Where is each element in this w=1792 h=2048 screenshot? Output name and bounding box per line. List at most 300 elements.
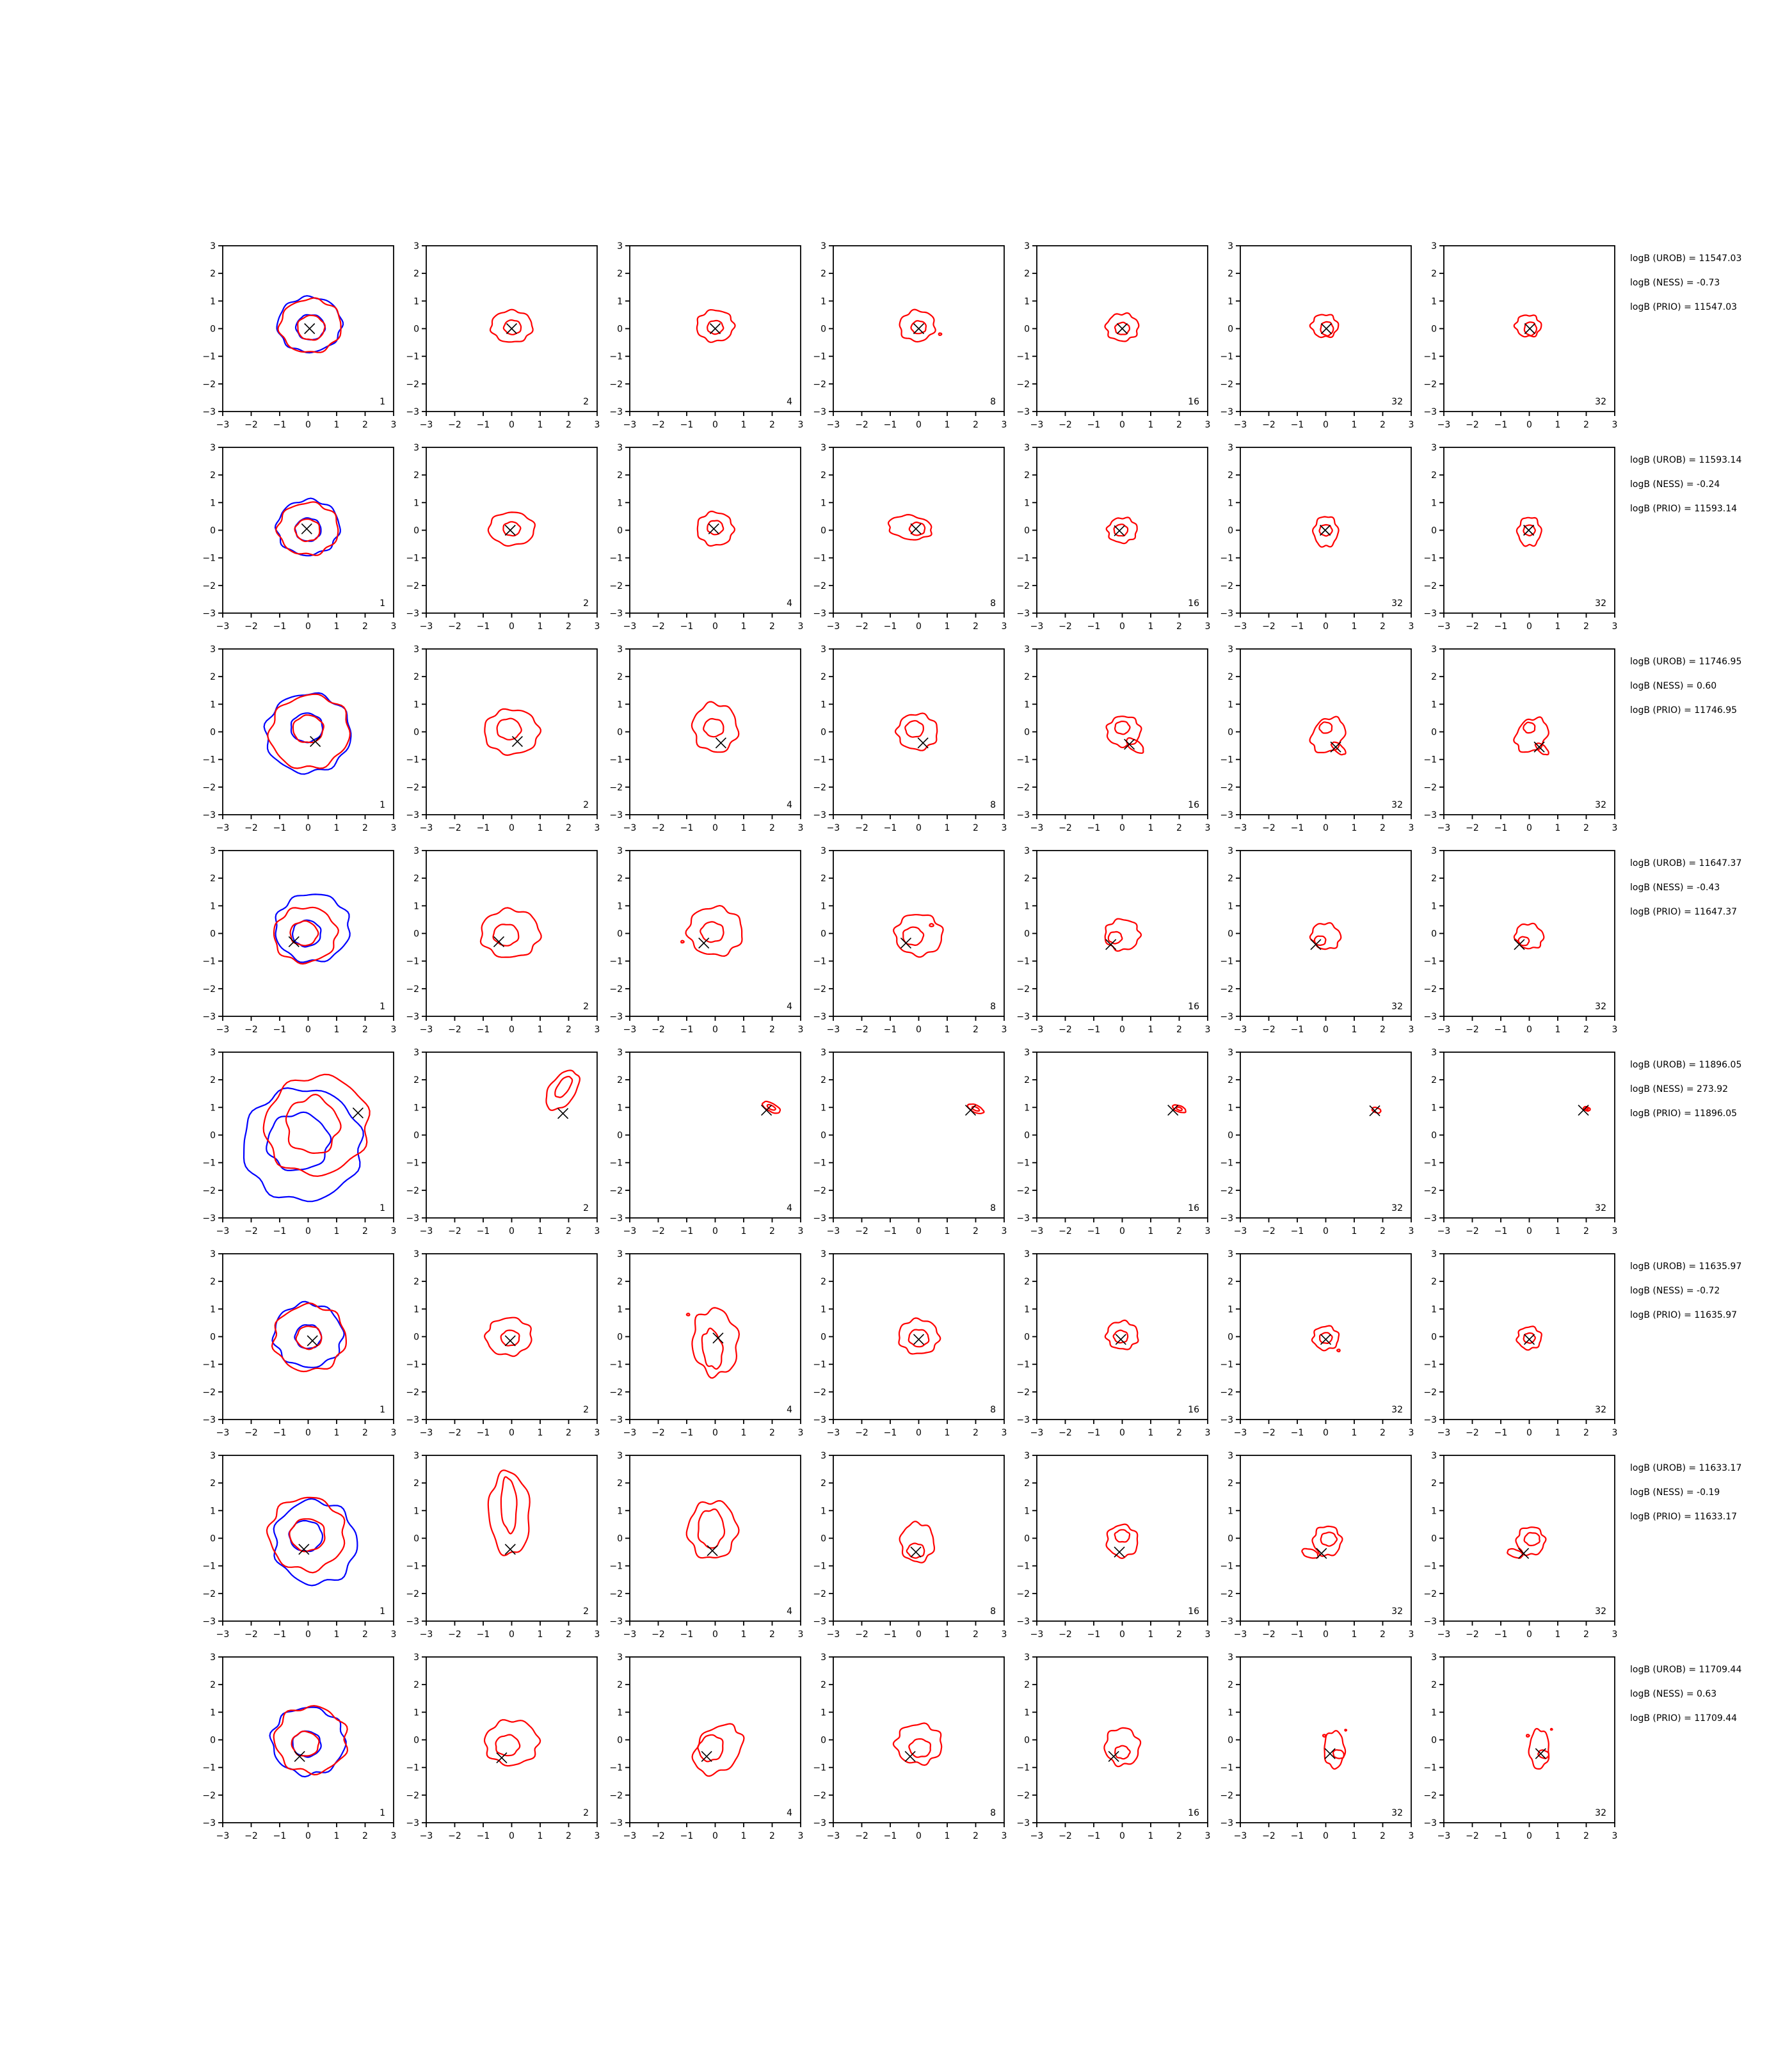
posterior-contour	[1321, 1532, 1337, 1546]
y-tick-label: −2	[609, 1387, 623, 1398]
x-tick-label: −1	[476, 1025, 490, 1035]
x-tick-label: −3	[1233, 1025, 1247, 1035]
y-tick-label: 3	[413, 443, 419, 453]
x-tick-label: 2	[362, 823, 368, 833]
y-tick-label: 1	[1228, 700, 1233, 710]
x-tick-label: −3	[623, 823, 637, 833]
subplot-r3c2	[406, 644, 600, 833]
y-tick-label: 1	[617, 1506, 623, 1517]
true-location-x-marker	[911, 1547, 921, 1557]
logb-ness-annotation: logB (NESS) = -0.19	[1630, 1487, 1720, 1498]
y-tick-label: −1	[1220, 351, 1233, 362]
x-tick-label: 2	[1380, 1428, 1386, 1438]
subplot-r4c1	[202, 846, 396, 1035]
y-tick-label: −3	[202, 407, 216, 417]
y-tick-label: 1	[820, 1708, 826, 1718]
x-tick-label: −1	[1494, 1831, 1508, 1841]
x-tick-label: 2	[1583, 1831, 1589, 1841]
x-tick-label: −2	[448, 1831, 461, 1841]
y-tick-label: −1	[1016, 956, 1030, 967]
y-tick-label: −1	[1423, 755, 1437, 765]
posterior-contour	[1312, 1326, 1339, 1351]
y-tick-label: −1	[609, 755, 623, 765]
y-tick-label: 1	[210, 498, 216, 509]
x-tick-label: 0	[305, 1831, 311, 1841]
y-tick-label: 0	[413, 525, 419, 536]
x-tick-label: 0	[305, 1428, 311, 1438]
true-location-x-marker	[1320, 525, 1331, 536]
y-tick-label: 0	[617, 929, 623, 940]
y-tick-label: 1	[210, 901, 216, 912]
y-tick-label: 2	[617, 269, 623, 280]
y-tick-label: 1	[820, 1506, 826, 1517]
y-tick-label: −2	[609, 379, 623, 390]
y-tick-label: 1	[1228, 1304, 1233, 1315]
y-tick-label: −2	[1220, 782, 1233, 793]
y-tick-label: −2	[202, 984, 216, 995]
x-tick-label: 3	[1612, 621, 1618, 632]
y-tick-label: 0	[617, 324, 623, 335]
y-tick-label: −1	[813, 351, 826, 362]
x-tick-label: 3	[1204, 420, 1211, 430]
y-tick-label: −3	[609, 1415, 623, 1425]
y-tick-label: −2	[406, 984, 419, 995]
y-tick-label: 1	[210, 296, 216, 307]
x-tick-label: −2	[1059, 1428, 1072, 1438]
y-tick-label: 3	[1431, 644, 1437, 655]
y-tick-label: −1	[609, 1561, 623, 1572]
y-tick-label: 0	[210, 324, 216, 335]
axis-ticks	[1220, 644, 1414, 833]
y-tick-label: 1	[1228, 1506, 1233, 1517]
panel-corner-label: 16	[1188, 598, 1199, 609]
y-tick-label: 2	[210, 1075, 216, 1086]
x-tick-label: 1	[333, 1025, 340, 1035]
x-tick-label: −2	[448, 823, 461, 833]
axis-ticks	[1016, 241, 1210, 430]
true-location-x-marker	[512, 737, 522, 747]
x-tick-label: 1	[1555, 1025, 1561, 1035]
x-tick-label: 1	[537, 1428, 543, 1438]
y-tick-label: −1	[202, 1158, 216, 1169]
x-tick-label: 3	[594, 1629, 600, 1640]
x-tick-label: −3	[419, 1025, 433, 1035]
posterior-contour	[893, 1723, 941, 1765]
posterior-contour	[698, 1509, 724, 1548]
x-tick-label: 3	[1408, 1831, 1414, 1841]
x-tick-label: −2	[1466, 1831, 1479, 1841]
x-tick-label: 1	[944, 420, 950, 430]
x-tick-label: −2	[1059, 1629, 1072, 1640]
y-tick-label: 0	[1228, 1332, 1233, 1343]
subplot-r1c5	[1016, 241, 1210, 430]
y-tick-label: −2	[813, 379, 826, 390]
x-tick-label: 1	[1351, 420, 1357, 430]
x-tick-label: 0	[712, 1025, 718, 1035]
subplot-r2c7	[1423, 443, 1617, 632]
x-tick-label: −1	[1087, 1226, 1101, 1236]
y-tick-label: −3	[202, 1818, 216, 1828]
y-tick-label: 2	[1024, 874, 1030, 884]
y-tick-label: 2	[210, 1478, 216, 1489]
true-location-x-marker	[911, 524, 921, 534]
subplot-r4c5	[1016, 846, 1210, 1035]
posterior-contour	[484, 1720, 540, 1766]
panel-corner-label: 8	[990, 1002, 996, 1012]
y-tick-label: 3	[617, 1249, 623, 1260]
y-tick-label: 0	[1431, 1332, 1437, 1343]
posterior-contour	[899, 1318, 940, 1354]
y-tick-label: −2	[609, 984, 623, 995]
x-tick-label: −1	[680, 1831, 694, 1841]
y-tick-label: 0	[1024, 324, 1030, 335]
x-tick-label: −1	[883, 420, 897, 430]
x-tick-label: 0	[305, 420, 311, 430]
axis-ticks	[1016, 644, 1210, 833]
axis-ticks	[406, 443, 600, 632]
y-tick-label: 3	[413, 1048, 419, 1058]
y-tick-label: 3	[1228, 1249, 1233, 1260]
row-annotations-5	[1630, 1060, 1792, 1133]
axis-ticks	[813, 644, 1007, 833]
true-location-x-marker	[1108, 1751, 1119, 1761]
y-tick-label: −3	[1220, 810, 1233, 820]
subplot-r6c3	[609, 1249, 803, 1438]
x-tick-label: −2	[855, 1226, 868, 1236]
y-tick-label: −3	[1423, 609, 1437, 619]
subplot-r7c6	[1220, 1451, 1414, 1640]
x-tick-label: −2	[652, 1226, 665, 1236]
y-tick-label: −3	[1423, 1415, 1437, 1425]
y-tick-label: −1	[1423, 351, 1437, 362]
axis-ticks	[202, 443, 396, 632]
x-tick-label: −3	[623, 1226, 637, 1236]
y-tick-label: 3	[820, 1451, 826, 1461]
x-tick-label: 3	[1612, 1025, 1618, 1035]
panel-corner-label: 2	[583, 1606, 589, 1617]
x-tick-label: 1	[537, 420, 543, 430]
y-tick-label: −3	[813, 1012, 826, 1022]
y-tick-label: 2	[1024, 1680, 1030, 1691]
x-tick-label: −3	[216, 1831, 230, 1841]
x-tick-label: 0	[712, 621, 718, 632]
axis-ticks	[1423, 644, 1617, 833]
x-tick-label: 1	[333, 1428, 340, 1438]
y-tick-label: −3	[1016, 407, 1030, 417]
x-tick-label: −3	[1437, 1831, 1451, 1841]
y-tick-label: −2	[813, 984, 826, 995]
y-tick-label: −1	[1220, 1158, 1233, 1169]
subplot-r1c3	[609, 241, 803, 430]
y-tick-label: 1	[617, 1708, 623, 1718]
y-tick-label: 2	[413, 269, 419, 280]
x-tick-label: 3	[390, 420, 397, 430]
x-tick-label: 0	[1526, 1226, 1532, 1236]
posterior-contour	[895, 713, 937, 750]
axis-ticks	[406, 1249, 600, 1438]
axis-ticks	[1016, 1451, 1210, 1640]
x-tick-label: −3	[1437, 420, 1451, 430]
y-tick-label: 0	[820, 727, 826, 738]
y-tick-label: −2	[1423, 782, 1437, 793]
posterior-contour	[488, 1470, 530, 1555]
y-tick-label: 2	[1228, 1075, 1233, 1086]
y-tick-label: 2	[210, 672, 216, 683]
subplot-r2c6	[1220, 443, 1414, 632]
x-tick-label: 2	[566, 621, 572, 632]
x-tick-label: −3	[1030, 1831, 1044, 1841]
y-tick-label: 0	[1228, 525, 1233, 536]
y-tick-label: 3	[617, 644, 623, 655]
logb-ness-annotation: logB (NESS) = -0.43	[1630, 883, 1720, 893]
posterior-contour	[1105, 919, 1141, 952]
x-tick-label: 2	[769, 1226, 775, 1236]
posterior-contour	[1523, 723, 1535, 733]
y-tick-label: −2	[1423, 580, 1437, 591]
y-tick-label: −3	[609, 1213, 623, 1224]
x-tick-label: −1	[883, 1025, 897, 1035]
y-tick-label: −2	[406, 1185, 419, 1196]
posterior-contour	[497, 719, 522, 740]
x-tick-label: 3	[1408, 1428, 1414, 1438]
panel-corner-label: 32	[1595, 598, 1606, 609]
x-tick-label: −2	[448, 1629, 461, 1640]
x-tick-label: −3	[623, 1428, 637, 1438]
x-tick-label: 0	[712, 1629, 718, 1640]
y-tick-label: 0	[210, 1332, 216, 1343]
posterior-contour	[687, 1313, 690, 1315]
y-tick-label: 2	[1431, 269, 1437, 280]
y-tick-label: 3	[1431, 1249, 1437, 1260]
y-tick-label: 2	[1431, 1680, 1437, 1691]
y-tick-label: 1	[820, 1103, 826, 1114]
y-tick-label: 3	[210, 241, 216, 252]
y-tick-label: 3	[413, 1451, 419, 1461]
y-tick-label: −1	[1016, 351, 1030, 362]
y-tick-label: 0	[413, 1735, 419, 1746]
posterior-contour	[496, 1735, 520, 1756]
x-tick-label: 3	[1204, 1226, 1211, 1236]
y-tick-label: 0	[617, 1533, 623, 1544]
x-tick-label: 0	[305, 1025, 311, 1035]
panel-corner-label: 2	[583, 397, 589, 407]
x-tick-label: 3	[1408, 420, 1414, 430]
y-tick-label: 2	[1024, 1277, 1030, 1288]
y-tick-label: 0	[1024, 1533, 1030, 1544]
panel-corner-label: 16	[1188, 1808, 1199, 1818]
x-tick-label: −3	[216, 1428, 230, 1438]
axis-ticks	[1016, 846, 1210, 1035]
posterior-contour	[929, 924, 933, 926]
axis-ticks	[813, 241, 1007, 430]
subplot-r5c3	[609, 1048, 803, 1236]
y-tick-label: −2	[1423, 984, 1437, 995]
posterior-contour	[1126, 738, 1143, 753]
y-tick-label: −1	[609, 1359, 623, 1370]
row-annotations-6	[1630, 1261, 1792, 1334]
y-tick-label: −1	[1423, 956, 1437, 967]
y-tick-label: −1	[1016, 1561, 1030, 1572]
x-tick-label: 0	[916, 1629, 922, 1640]
true-location-x-marker	[914, 1334, 924, 1345]
x-tick-label: 0	[916, 1831, 922, 1841]
y-tick-label: 3	[1228, 644, 1233, 655]
x-tick-label: −1	[680, 420, 694, 430]
x-tick-label: −1	[1290, 1629, 1304, 1640]
y-tick-label: −3	[406, 407, 419, 417]
x-tick-label: 1	[333, 621, 340, 632]
x-tick-label: 0	[1119, 1629, 1125, 1640]
x-tick-label: 2	[566, 1629, 572, 1640]
posterior-contour	[1345, 1729, 1347, 1731]
y-tick-label: 1	[1431, 1304, 1437, 1315]
panel-corner-label: 4	[787, 1203, 792, 1213]
y-tick-label: −2	[1220, 1185, 1233, 1196]
true-location-x-marker	[914, 324, 924, 334]
x-tick-label: 1	[1351, 1428, 1357, 1438]
x-tick-label: −3	[1437, 1226, 1451, 1236]
y-tick-label: −2	[813, 580, 826, 591]
panel-corner-label: 1	[380, 598, 385, 609]
x-tick-label: −1	[273, 1629, 287, 1640]
axis-ticks	[406, 644, 600, 833]
subplot-r6c4	[813, 1249, 1007, 1438]
axis-ticks	[406, 846, 600, 1035]
axis-ticks	[609, 443, 803, 632]
x-tick-label: 0	[1119, 420, 1125, 430]
y-tick-label: −1	[406, 351, 419, 362]
x-tick-label: 2	[1583, 1226, 1589, 1236]
panel-corner-label: 2	[583, 1203, 589, 1213]
y-tick-label: −2	[1016, 1185, 1030, 1196]
subplot-r4c7	[1423, 846, 1617, 1035]
logb-urob-annotation: logB (UROB) = 11896.05	[1630, 1060, 1742, 1070]
y-tick-label: 3	[1228, 1652, 1233, 1663]
y-tick-label: −3	[1423, 1617, 1437, 1627]
y-tick-label: 1	[210, 700, 216, 710]
y-tick-label: 0	[1024, 1735, 1030, 1746]
y-tick-label: 1	[1431, 1708, 1437, 1718]
subplot-r4c6	[1220, 846, 1414, 1035]
true-location-x-marker	[505, 525, 515, 536]
x-tick-label: 2	[1583, 1428, 1589, 1438]
x-tick-label: 3	[1408, 1226, 1414, 1236]
y-tick-label: 3	[210, 1249, 216, 1260]
logb-urob-annotation: logB (UROB) = 11746.95	[1630, 657, 1742, 667]
x-tick-label: 2	[1176, 1025, 1182, 1035]
y-tick-label: −2	[406, 379, 419, 390]
y-tick-label: −3	[609, 1818, 623, 1828]
panel-corner-label: 1	[380, 1002, 385, 1012]
panel-corner-label: 1	[380, 800, 385, 810]
subplot-r6c1	[202, 1249, 396, 1438]
x-tick-label: 1	[1148, 1428, 1154, 1438]
y-tick-label: 2	[413, 470, 419, 481]
x-tick-label: 3	[594, 823, 600, 833]
reference-contour	[264, 693, 351, 774]
subplot-r3c1	[202, 644, 396, 833]
y-tick-label: 3	[617, 443, 623, 453]
x-tick-label: −2	[448, 621, 461, 632]
x-tick-label: −2	[1059, 621, 1072, 632]
posterior-contour	[501, 1477, 517, 1534]
x-tick-label: 1	[1351, 823, 1357, 833]
y-tick-label: 3	[1024, 644, 1030, 655]
y-tick-label: 0	[617, 1130, 623, 1141]
x-tick-label: −3	[1233, 1226, 1247, 1236]
y-tick-label: 1	[1024, 1103, 1030, 1114]
x-tick-label: −1	[1087, 1629, 1101, 1640]
y-tick-label: 0	[210, 727, 216, 738]
posterior-contour	[893, 915, 943, 957]
y-tick-label: 3	[1228, 241, 1233, 252]
y-tick-label: 3	[820, 1048, 826, 1058]
y-tick-label: 1	[210, 1304, 216, 1315]
x-tick-label: −1	[1087, 1428, 1101, 1438]
y-tick-label: −1	[813, 1359, 826, 1370]
y-tick-label: −2	[406, 782, 419, 793]
y-tick-label: −1	[202, 1763, 216, 1773]
panel-corner-label: 2	[583, 800, 589, 810]
y-tick-label: −3	[1016, 1818, 1030, 1828]
y-tick-label: −2	[202, 580, 216, 591]
logb-prio-annotation: logB (PRIO) = 11635.97	[1630, 1310, 1738, 1320]
posterior-contour	[697, 310, 735, 342]
y-tick-label: −3	[813, 1213, 826, 1224]
panel-corner-label: 8	[990, 598, 996, 609]
x-tick-label: 2	[973, 1629, 979, 1640]
x-tick-label: 3	[797, 1025, 804, 1035]
x-tick-label: −3	[1030, 1629, 1044, 1640]
y-tick-label: 1	[1228, 1708, 1233, 1718]
x-tick-label: 1	[1555, 1226, 1561, 1236]
x-tick-label: 2	[1583, 420, 1589, 430]
x-tick-label: −3	[216, 823, 230, 833]
x-tick-label: 2	[362, 1025, 368, 1035]
x-tick-label: 1	[333, 823, 340, 833]
posterior-contour	[911, 321, 926, 333]
x-tick-label: −1	[273, 621, 287, 632]
x-tick-label: 3	[1001, 621, 1007, 632]
y-tick-label: −1	[202, 755, 216, 765]
y-tick-label: −1	[406, 1359, 419, 1370]
x-tick-label: 1	[537, 621, 543, 632]
posterior-contour	[703, 719, 723, 737]
axis-ticks	[202, 644, 396, 833]
y-tick-label: 2	[210, 269, 216, 280]
panel-corner-label: 2	[583, 1002, 589, 1012]
y-tick-label: 2	[617, 470, 623, 481]
panel-corner-label: 32	[1391, 1203, 1403, 1213]
y-tick-label: −2	[1016, 782, 1030, 793]
x-tick-label: −3	[1233, 823, 1247, 833]
y-tick-label: 2	[820, 1277, 826, 1288]
y-tick-label: −3	[202, 810, 216, 820]
subplot-r5c5	[1016, 1048, 1210, 1236]
axis-ticks	[1220, 1249, 1414, 1438]
x-tick-label: −1	[476, 1226, 490, 1236]
posterior-contour	[1105, 1320, 1139, 1350]
x-tick-label: −2	[448, 1226, 461, 1236]
y-tick-label: 3	[1431, 1652, 1437, 1663]
posterior-contour	[900, 310, 936, 342]
y-tick-label: 0	[617, 727, 623, 738]
x-tick-label: −1	[680, 1428, 694, 1438]
x-tick-label: −2	[1059, 823, 1072, 833]
x-tick-label: −3	[623, 420, 637, 430]
x-tick-label: 2	[566, 420, 572, 430]
subplot-r3c6	[1220, 644, 1414, 833]
